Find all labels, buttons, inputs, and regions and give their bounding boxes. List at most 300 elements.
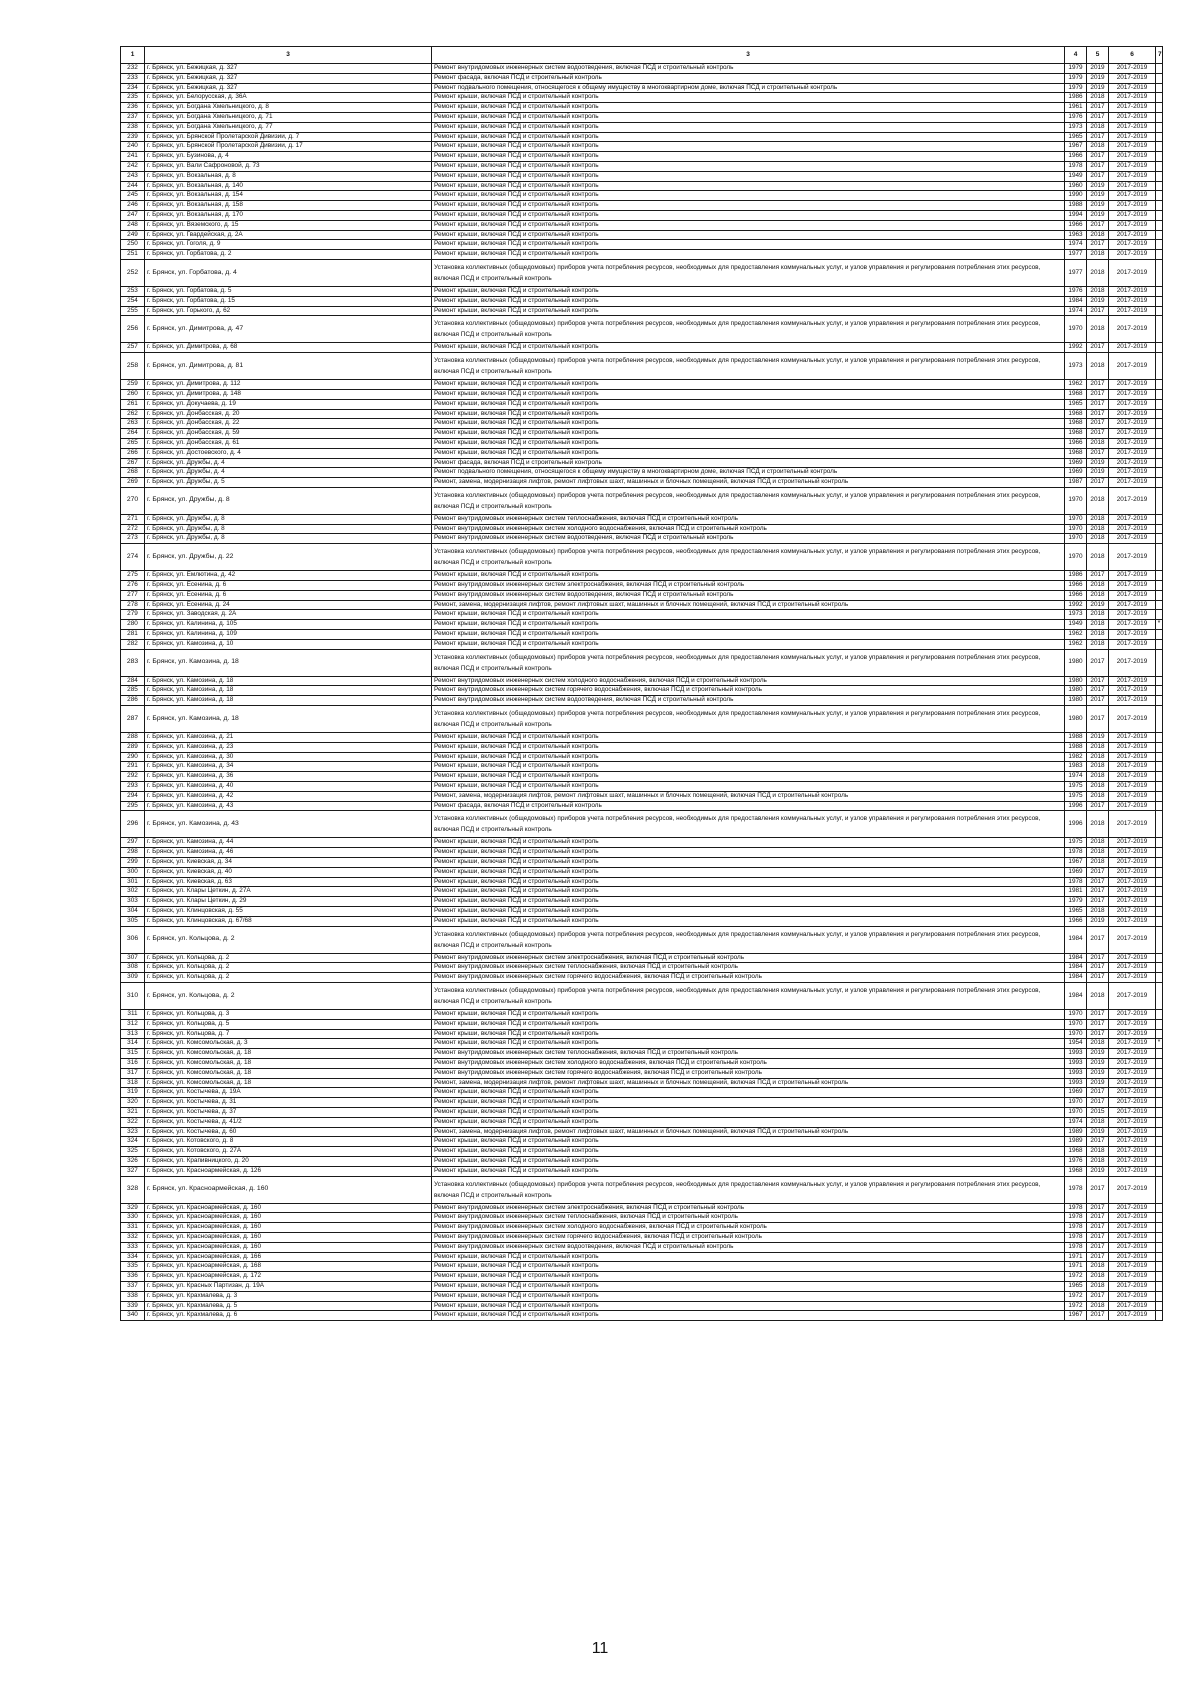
note-mark-cell [1156,220,1163,230]
row-number-cell: 264 [121,429,145,439]
commission-year-cell: 1970 [1065,524,1087,534]
address-cell: г. Брянск, ул. Кольцова, д. 5 [145,1019,432,1029]
repair-year-cell: 2018 [1087,259,1109,286]
address-cell: г. Брянск, ул. Вокзальная, д. 158 [145,201,432,211]
repair-year-cell: 2019 [1087,458,1109,468]
row-number-cell: 240 [121,142,145,152]
table-row [121,534,1163,544]
repair-year-cell: 2017 [1087,448,1109,458]
row-number-cell: 286 [121,696,145,706]
row-number-cell: 295 [121,801,145,811]
header-col-4: 4 [1065,47,1087,64]
work-type-cell: Ремонт крыши, включая ПСД и строительный контроль [432,132,1065,142]
work-type-cell: Установка коллективных (общедомовых) приборов учета потребления ресурсов, необходимых для предоставления коммунальных услуг, и узлов управления и регулирования потребления этих ресурсов, включая ПСД и строительный контроль [432,649,1065,676]
repair-year-cell: 2017 [1087,1088,1109,1098]
commission-year-cell: 1978 [1065,161,1087,171]
work-type-cell: Ремонт крыши, включая ПСД и строительный контроль [432,571,1065,581]
address-cell: г. Брянск, ул. Вокзальная, д. 170 [145,210,432,220]
work-type-cell: Ремонт внутридомовых инженерных систем водоотведения, включая ПСД и строительный контроль [432,534,1065,544]
commission-year-cell: 1968 [1065,389,1087,399]
note-mark-cell [1156,973,1163,983]
table-row [121,201,1163,211]
work-type-cell: Ремонт внутридомовых инженерных систем горячего водоснабжения, включая ПСД и строительный контроль [432,686,1065,696]
commission-year-cell: 1949 [1065,171,1087,181]
row-number-cell: 280 [121,620,145,630]
work-type-cell: Ремонт крыши, включая ПСД и строительный контроль [432,230,1065,240]
table-row [121,1203,1163,1213]
plan-period-cell: 2017-2019 [1109,93,1156,103]
note-mark-cell [1156,1223,1163,1233]
repair-year-cell: 2017 [1087,867,1109,877]
note-mark-cell [1156,907,1163,917]
table-row [121,1068,1163,1078]
address-cell: г. Брянск, ул. Камозина, д. 21 [145,733,432,743]
plan-period-cell: 2017-2019 [1109,142,1156,152]
plan-period-cell: 2017-2019 [1109,478,1156,488]
table-row [121,181,1163,191]
row-number-cell: 270 [121,487,145,514]
work-type-cell: Установка коллективных (общедомовых) приборов учета потребления ресурсов, необходимых для предоставления коммунальных услуг, и узлов управления и регулирования потребления этих ресурсов, включая ПСД и строительный контроль [432,1176,1065,1203]
commission-year-cell: 1970 [1065,487,1087,514]
address-cell: г. Брянск, ул. Белорусская, д. 36А [145,93,432,103]
note-mark-cell [1156,1068,1163,1078]
repair-year-cell: 2017 [1087,419,1109,429]
address-cell: г. Брянск, ул. Красноармейская, д. 126 [145,1166,432,1176]
work-type-cell: Ремонт внутридомовых инженерных систем электроснабжения, включая ПСД и строительный контроль [432,581,1065,591]
note-mark-cell [1156,1009,1163,1019]
commission-year-cell: 1989 [1065,1127,1087,1137]
row-number-cell: 267 [121,458,145,468]
table-row [121,1232,1163,1242]
note-mark-cell [1156,676,1163,686]
plan-period-cell: 2017-2019 [1109,399,1156,409]
plan-period-cell: 2017-2019 [1109,250,1156,260]
row-number-cell: 316 [121,1058,145,1068]
row-number-cell: 272 [121,524,145,534]
address-cell: г. Брянск, ул. Есенина, д. 6 [145,590,432,600]
header-col-1: 1 [121,47,145,64]
table-row [121,220,1163,230]
row-number-cell: 265 [121,438,145,448]
work-type-cell: Ремонт крыши, включая ПСД и строительный контроль [432,1166,1065,1176]
row-number-cell: 275 [121,571,145,581]
work-type-cell: Ремонт крыши, включая ПСД и строительный контроль [432,848,1065,858]
plan-period-cell: 2017-2019 [1109,1203,1156,1213]
table-row [121,240,1163,250]
address-cell: г. Брянск, ул. Горбатова, д. 2 [145,250,432,260]
repair-year-cell: 2017 [1087,706,1109,733]
note-mark-cell [1156,389,1163,399]
work-type-cell: Ремонт крыши, включая ПСД и строительный контроль [432,630,1065,640]
commission-year-cell: 1993 [1065,1068,1087,1078]
work-type-cell: Ремонт крыши, включая ПСД и строительный контроль [432,1019,1065,1029]
work-type-cell: Ремонт внутридомовых инженерных систем теплоснабжения, включая ПСД и строительный контроль [432,1049,1065,1059]
table-row [121,877,1163,887]
table-row [121,897,1163,907]
table-row [121,152,1163,162]
commission-year-cell: 1993 [1065,1049,1087,1059]
repair-year-cell: 2017 [1087,887,1109,897]
work-type-cell: Ремонт крыши, включая ПСД и строительный контроль [432,296,1065,306]
row-number-cell: 259 [121,380,145,390]
table-row [121,1078,1163,1088]
note-mark-cell [1156,487,1163,514]
commission-year-cell: 1979 [1065,83,1087,93]
commission-year-cell: 1993 [1065,1078,1087,1088]
note-mark-cell [1156,916,1163,926]
work-type-cell: Ремонт крыши, включая ПСД и строительный контроль [432,742,1065,752]
note-mark-cell [1156,838,1163,848]
plan-period-cell: 2017-2019 [1109,877,1156,887]
commission-year-cell: 1954 [1065,1039,1087,1049]
address-cell: г. Брянск, ул. Достоевского, д. 4 [145,448,432,458]
repair-year-cell: 2018 [1087,590,1109,600]
plan-period-cell: 2017-2019 [1109,1029,1156,1039]
work-type-cell: Ремонт крыши, включая ПСД и строительный контроль [432,142,1065,152]
note-mark-cell [1156,1176,1163,1203]
work-type-cell: Ремонт, замена, модернизация лифтов, ремонт лифтовых шахт, машинных и блочных помещений, включая ПСД и строительный контроль [432,1078,1065,1088]
repair-year-cell: 2017 [1087,696,1109,706]
page-number: 11 [591,1640,609,1657]
note-mark-cell [1156,1242,1163,1252]
plan-period-cell: 2017-2019 [1109,161,1156,171]
address-cell: г. Брянск, ул. Киевская, д. 40 [145,867,432,877]
table-row [121,1156,1163,1166]
note-mark-cell [1156,1107,1163,1117]
row-number-cell: 276 [121,581,145,591]
repair-year-cell: 2018 [1087,316,1109,343]
work-type-cell: Ремонт крыши, включая ПСД и строительный контроль [432,1029,1065,1039]
work-type-cell: Ремонт внутридомовых инженерных систем электроснабжения, включая ПСД и строительный контроль [432,1203,1065,1213]
repair-year-cell: 2017 [1087,1137,1109,1147]
work-type-cell: Ремонт фасада, включая ПСД и строительный контроль [432,458,1065,468]
commission-year-cell: 1971 [1065,1252,1087,1262]
plan-period-cell: 2017-2019 [1109,1213,1156,1223]
work-type-cell: Ремонт крыши, включая ПСД и строительный контроль [432,733,1065,743]
address-cell: г. Брянск, ул. Крапивницкого, д. 20 [145,1156,432,1166]
row-number-cell: 337 [121,1281,145,1291]
plan-period-cell: 2017-2019 [1109,867,1156,877]
work-type-cell: Ремонт крыши, включая ПСД и строительный контроль [432,448,1065,458]
table-row [121,982,1163,1009]
row-number-cell: 232 [121,64,145,74]
repair-year-cell: 2018 [1087,982,1109,1009]
commission-year-cell: 1966 [1065,220,1087,230]
address-cell: г. Брянск, ул. Камозина, д. 36 [145,772,432,782]
commission-year-cell: 1992 [1065,600,1087,610]
table-row [121,1147,1163,1157]
plan-period-cell: 2017-2019 [1109,103,1156,113]
commission-year-cell: 1984 [1065,973,1087,983]
plan-period-cell: 2017-2019 [1109,1049,1156,1059]
address-cell: г. Брянск, ул. Красноармейская, д. 160 [145,1232,432,1242]
repair-year-cell: 2018 [1087,286,1109,296]
table-row [121,686,1163,696]
repair-year-cell: 2019 [1087,1127,1109,1137]
commission-year-cell: 1968 [1065,1166,1087,1176]
address-cell: г. Брянск, ул. Горбатова, д. 5 [145,286,432,296]
note-mark-cell [1156,316,1163,343]
table-header-row [121,47,1163,64]
repair-year-cell: 2018 [1087,514,1109,524]
table-row [121,1137,1163,1147]
row-number-cell: 282 [121,639,145,649]
work-type-cell: Ремонт крыши, включая ПСД и строительный контроль [432,409,1065,419]
row-number-cell: 283 [121,649,145,676]
table-row [121,1088,1163,1098]
address-cell: г. Брянск, ул. Есенина, д. 24 [145,600,432,610]
repair-year-cell: 2017 [1087,171,1109,181]
address-cell: г. Брянск, ул. Камозина, д. 10 [145,639,432,649]
table-row [121,380,1163,390]
commission-year-cell: 1974 [1065,1117,1087,1127]
plan-period-cell: 2017-2019 [1109,1078,1156,1088]
plan-period-cell: 2017-2019 [1109,240,1156,250]
repair-year-cell: 2017 [1087,1176,1109,1203]
row-number-cell: 315 [121,1049,145,1059]
commission-year-cell: 1980 [1065,696,1087,706]
plan-period-cell: 2017-2019 [1109,1166,1156,1176]
row-number-cell: 289 [121,742,145,752]
work-type-cell: Ремонт внутридомовых инженерных систем горячего водоснабжения, включая ПСД и строительный контроль [432,1068,1065,1078]
row-number-cell: 312 [121,1019,145,1029]
table-row [121,399,1163,409]
note-mark-cell [1156,1213,1163,1223]
commission-year-cell: 1962 [1065,639,1087,649]
table-row [121,171,1163,181]
work-type-cell: Ремонт крыши, включая ПСД и строительный контроль [432,201,1065,211]
plan-period-cell: 2017-2019 [1109,1232,1156,1242]
table-row [121,1019,1163,1029]
plan-period-cell: 2017-2019 [1109,1156,1156,1166]
commission-year-cell: 1965 [1065,399,1087,409]
table-row [121,259,1163,286]
work-type-cell: Ремонт внутридомовых инженерных систем холодного водоснабжения, включая ПСД и строительный контроль [432,676,1065,686]
table-row [121,1039,1163,1049]
commission-year-cell: 1970 [1065,1009,1087,1019]
plan-period-cell: 2017-2019 [1109,458,1156,468]
work-type-cell: Ремонт внутридомовых инженерных систем горячего водоснабжения, включая ПСД и строительный контроль [432,1232,1065,1242]
table-row [121,103,1163,113]
repair-year-cell: 2019 [1087,83,1109,93]
plan-period-cell: 2017-2019 [1109,438,1156,448]
note-mark-cell [1156,772,1163,782]
commission-year-cell: 1966 [1065,438,1087,448]
row-number-cell: 292 [121,772,145,782]
work-type-cell: Ремонт крыши, включая ПСД и строительный контроль [432,112,1065,122]
address-cell: г. Брянск, ул. Костычева, д. 60 [145,1127,432,1137]
plan-period-cell: 2017-2019 [1109,926,1156,953]
commission-year-cell: 1994 [1065,210,1087,220]
plan-period-cell: 2017-2019 [1109,544,1156,571]
row-number-cell: 239 [121,132,145,142]
repair-year-cell: 2017 [1087,1029,1109,1039]
plan-period-cell: 2017-2019 [1109,1039,1156,1049]
plan-period-cell: 2017-2019 [1109,409,1156,419]
repair-year-cell: 2017 [1087,132,1109,142]
repair-year-cell: 2019 [1087,1078,1109,1088]
plan-period-cell: 2017-2019 [1109,201,1156,211]
address-cell: г. Брянск, ул. Камозина, д. 18 [145,649,432,676]
work-type-cell: Ремонт подвального помещения, относящегося к общему имуществу в многоквартирном доме, включая ПСД и строительный контроль [432,468,1065,478]
work-type-cell: Ремонт крыши, включая ПСД и строительный контроль [432,762,1065,772]
repair-year-cell: 2017 [1087,220,1109,230]
plan-period-cell: 2017-2019 [1109,1272,1156,1282]
work-type-cell: Ремонт крыши, включая ПСД и строительный контроль [432,772,1065,782]
commission-year-cell: 1978 [1065,877,1087,887]
work-type-cell: Установка коллективных (общедомовых) приборов учета потребления ресурсов, необходимых для предоставления коммунальных услуг, и узлов управления и регулирования потребления этих ресурсов, включая ПСД и строительный контроль [432,487,1065,514]
repair-year-cell: 2018 [1087,907,1109,917]
table-row [121,514,1163,524]
work-type-cell: Ремонт крыши, включая ПСД и строительный контроль [432,380,1065,390]
address-cell: г. Брянск, ул. Камозина, д. 18 [145,696,432,706]
repair-year-cell: 2019 [1087,181,1109,191]
plan-period-cell: 2017-2019 [1109,752,1156,762]
note-mark-cell [1156,171,1163,181]
commission-year-cell: 1979 [1065,64,1087,74]
plan-period-cell: 2017-2019 [1109,1127,1156,1137]
note-mark-cell [1156,201,1163,211]
address-cell: г. Брянск, ул. Комсомольская, д. 18 [145,1068,432,1078]
commission-year-cell: 1980 [1065,649,1087,676]
table-row [121,1098,1163,1108]
note-mark-cell [1156,296,1163,306]
address-cell: г. Брянск, ул. Красноармейская, д. 166 [145,1252,432,1262]
work-type-cell: Ремонт крыши, включая ПСД и строительный контроль [432,240,1065,250]
commission-year-cell: 1970 [1065,316,1087,343]
address-cell: г. Брянск, ул. Горбатова, д. 4 [145,259,432,286]
plan-period-cell: 2017-2019 [1109,838,1156,848]
work-type-cell: Ремонт внутридомовых инженерных систем теплоснабжения, включая ПСД и строительный контроль [432,514,1065,524]
work-type-cell: Ремонт крыши, включая ПСД и строительный контроль [432,419,1065,429]
table-row [121,733,1163,743]
plan-period-cell: 2017-2019 [1109,811,1156,838]
plan-period-cell: 2017-2019 [1109,610,1156,620]
address-cell: г. Брянск, ул. Комсомольская, д. 3 [145,1039,432,1049]
note-mark-cell [1156,1029,1163,1039]
table-row [121,1049,1163,1059]
note-mark-cell [1156,982,1163,1009]
table-row [121,1029,1163,1039]
commission-year-cell: 1984 [1065,296,1087,306]
row-number-cell: 273 [121,534,145,544]
address-cell: г. Брянск, ул. Комсомольская, д. 18 [145,1049,432,1059]
note-mark-cell [1156,897,1163,907]
plan-period-cell: 2017-2019 [1109,982,1156,1009]
row-number-cell: 245 [121,191,145,201]
address-cell: г. Брянск, ул. Горбатова, д. 15 [145,296,432,306]
row-number-cell: 278 [121,600,145,610]
work-type-cell: Ремонт крыши, включая ПСД и строительный контроль [432,838,1065,848]
plan-period-cell: 2017-2019 [1109,1147,1156,1157]
row-number-cell: 246 [121,201,145,211]
plan-period-cell: 2017-2019 [1109,83,1156,93]
plan-period-cell: 2017-2019 [1109,801,1156,811]
commission-year-cell: 1966 [1065,152,1087,162]
address-cell: г. Брянск, ул. Димитрова, д. 47 [145,316,432,343]
repair-year-cell: 2017 [1087,1203,1109,1213]
work-type-cell: Установка коллективных (общедомовых) приборов учета потребления ресурсов, необходимых для предоставления коммунальных услуг, и узлов управления и регулирования потребления этих ресурсов, включая ПСД и строительный контроль [432,706,1065,733]
row-number-cell: 310 [121,982,145,1009]
row-number-cell: 257 [121,343,145,353]
address-cell: г. Брянск, ул. Клинцовская, д. 55 [145,907,432,917]
repair-year-cell: 2018 [1087,1301,1109,1311]
row-number-cell: 260 [121,389,145,399]
repair-year-cell: 2018 [1087,1156,1109,1166]
work-type-cell: Ремонт крыши, включая ПСД и строительный контроль [432,343,1065,353]
table-row [121,1262,1163,1272]
table-row [121,600,1163,610]
address-cell: г. Брянск, ул. Вяземского, д. 15 [145,220,432,230]
note-mark-cell [1156,380,1163,390]
table-row [121,1127,1163,1137]
note-mark-cell [1156,1281,1163,1291]
plan-period-cell: 2017-2019 [1109,649,1156,676]
table-row [121,132,1163,142]
note-mark-cell [1156,1262,1163,1272]
commission-year-cell: 1970 [1065,1107,1087,1117]
commission-year-cell: 1969 [1065,867,1087,877]
commission-year-cell: 1968 [1065,448,1087,458]
work-type-cell: Ремонт внутридомовых инженерных систем теплоснабжения, включая ПСД и строительный контроль [432,963,1065,973]
repair-year-cell: 2017 [1087,380,1109,390]
plan-period-cell: 2017-2019 [1109,64,1156,74]
note-mark-cell [1156,887,1163,897]
note-mark-cell [1156,877,1163,887]
address-cell: г. Брянск, ул. Красноармейская, д. 168 [145,1262,432,1272]
commission-year-cell: 1966 [1065,916,1087,926]
repair-year-cell: 2018 [1087,93,1109,103]
work-type-cell: Ремонт крыши, включая ПСД и строительный контроль [432,916,1065,926]
repair-year-cell: 2017 [1087,1252,1109,1262]
table-row [121,1272,1163,1282]
note-mark-cell [1156,181,1163,191]
repair-year-cell: 2017 [1087,801,1109,811]
repair-year-cell: 2018 [1087,438,1109,448]
note-mark-cell [1156,64,1163,74]
table-row [121,811,1163,838]
row-number-cell: 234 [121,83,145,93]
repair-year-cell: 2018 [1087,1262,1109,1272]
table-row [121,838,1163,848]
commission-year-cell: 1969 [1065,458,1087,468]
row-number-cell: 271 [121,514,145,524]
work-type-cell: Ремонт внутридомовых инженерных систем холодного водоснабжения, включая ПСД и строительный контроль [432,1223,1065,1233]
commission-year-cell: 1984 [1065,926,1087,953]
row-number-cell: 309 [121,973,145,983]
table-row [121,772,1163,782]
table-row [121,64,1163,74]
note-mark-cell [1156,438,1163,448]
table-row [121,316,1163,343]
repair-year-cell: 2018 [1087,620,1109,630]
note-mark-cell [1156,848,1163,858]
table-row [121,83,1163,93]
repair-year-cell: 2017 [1087,343,1109,353]
note-mark-cell [1156,230,1163,240]
note-mark-cell [1156,161,1163,171]
note-mark-cell [1156,782,1163,792]
repair-year-cell: 2018 [1087,762,1109,772]
table-row [121,963,1163,973]
note-mark-cell [1156,1078,1163,1088]
address-cell: г. Брянск, ул. Димитрова, д. 81 [145,353,432,380]
plan-period-cell: 2017-2019 [1109,487,1156,514]
plan-period-cell: 2017-2019 [1109,581,1156,591]
address-cell: г. Брянск, ул. Донбасская, д. 20 [145,409,432,419]
table-row [121,122,1163,132]
commission-year-cell: 1968 [1065,1147,1087,1157]
